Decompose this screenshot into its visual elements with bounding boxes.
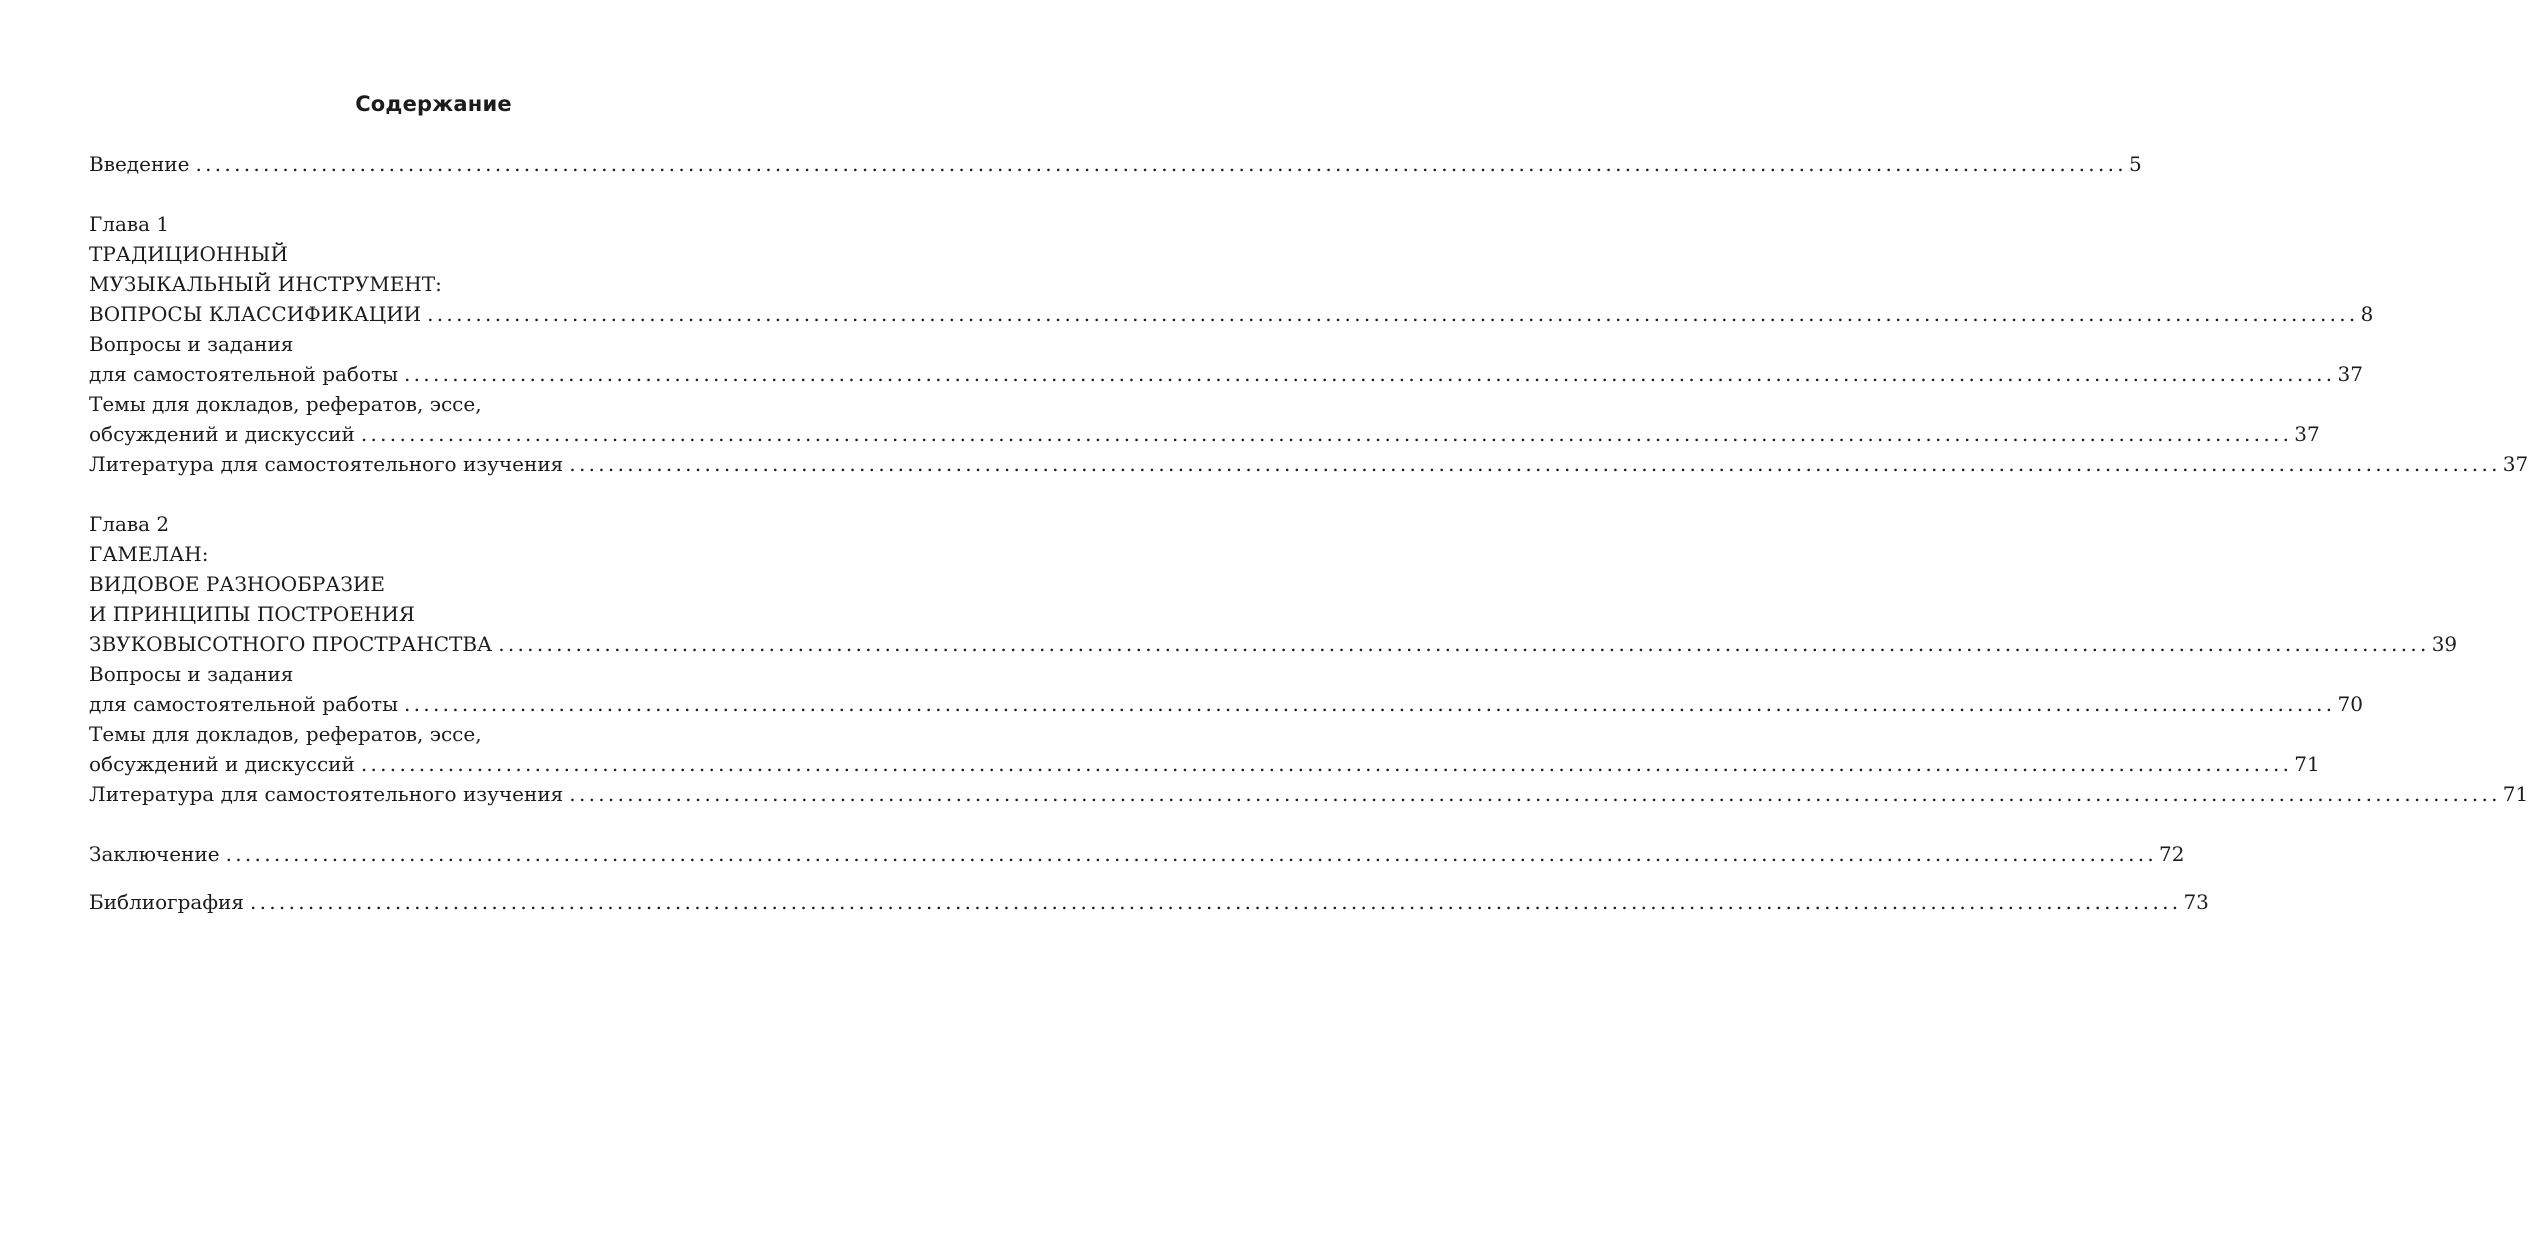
toc-entry-label: Библиография <box>89 890 244 914</box>
toc-entry-label: Заключение <box>89 842 220 866</box>
dot-leader: ........................................................................................................................................................................................................ <box>569 782 2501 806</box>
dot-leader: ........................................................................................................................................................................................................ <box>195 152 2127 176</box>
toc-entry-ch2-questions[interactable] <box>89 689 2363 719</box>
toc-page-number: 37 <box>2337 362 2363 386</box>
dot-leader: ........................................................................................................................................................................................................ <box>569 452 2501 476</box>
chapter-1-label: Глава 1 <box>89 212 170 236</box>
dot-leader: ........................................................................................................................................................................................................ <box>403 692 2336 716</box>
toc-entry-label: ЗВУКОВЫСОТНОГО ПРОСТРАНСТВА <box>89 632 493 656</box>
toc-entry-conclusion[interactable] <box>89 839 2185 869</box>
chapter-1-title-line: МУЗЫКАЛЬНЫЙ ИНСТРУМЕНТ: <box>89 272 442 296</box>
toc-page-number: 70 <box>2337 692 2363 716</box>
toc-entry-bibliography[interactable] <box>89 887 2209 917</box>
chapter-2-title-line: ВИДОВОЕ РАЗНООБРАЗИЕ <box>89 572 385 596</box>
chapter-1-title-line: ТРАДИЦИОННЫЙ <box>89 242 288 266</box>
dot-leader: ........................................................................................................................................................................................................ <box>225 842 2158 866</box>
toc-entry-label: обсуждений и дискуссий <box>89 752 355 776</box>
toc-entry-intro[interactable] <box>89 149 2142 179</box>
toc-entry-ch2-topics[interactable] <box>89 749 2320 779</box>
page-title: Содержание <box>355 92 512 116</box>
toc-entry-label: ВОПРОСЫ КЛАССИФИКАЦИИ <box>89 302 422 326</box>
toc-entry-chapter-1[interactable] <box>89 299 2374 329</box>
spacer <box>89 479 778 509</box>
toc-entry-ch2-literature[interactable] <box>89 779 2528 809</box>
toc-entry-ch1-questions-line1: Вопросы и задания <box>89 332 294 356</box>
toc-entry-label: Литература для самостоятельного изучения <box>89 452 564 476</box>
toc-entry-chapter-2[interactable] <box>89 629 2458 659</box>
dot-leader: ........................................................................................................................................................................................................ <box>360 752 2293 776</box>
toc-entry-ch1-literature[interactable] <box>89 449 2528 479</box>
toc-page-number: 37 <box>2502 452 2528 476</box>
toc-entry-label: обсуждений и дискуссий <box>89 422 355 446</box>
dot-leader: ........................................................................................................................................................................................................ <box>498 632 2430 656</box>
toc-page-number: 37 <box>2294 422 2320 446</box>
toc-page-number: 72 <box>2159 842 2185 866</box>
toc-entry-ch2-questions-line1: Вопросы и задания <box>89 662 294 686</box>
toc-entry-label: Введение <box>89 152 190 176</box>
toc-entry-label: Литература для самостоятельного изучения <box>89 782 564 806</box>
dot-leader: ........................................................................................................................................................................................................ <box>360 422 2293 446</box>
chapter-2-title-line: И ПРИНЦИПЫ ПОСТРОЕНИЯ <box>89 602 415 626</box>
toc-page-number: 8 <box>2360 302 2374 326</box>
toc-page-number: 5 <box>2128 152 2142 176</box>
dot-leader: ........................................................................................................................................................................................................ <box>427 302 2359 326</box>
dot-leader: ........................................................................................................................................................................................................ <box>249 890 2182 914</box>
toc-entry-label: для самостоятельной работы <box>89 692 398 716</box>
spacer <box>89 869 778 887</box>
chapter-2-title-line: ГАМЕЛАН: <box>89 542 209 566</box>
toc-page-number: 71 <box>2294 752 2320 776</box>
toc-entry-ch1-topics[interactable] <box>89 419 2320 449</box>
toc-entry-ch1-questions[interactable] <box>89 359 2363 389</box>
toc-entry-ch1-topics-line1: Темы для докладов, рефератов, эссе, <box>89 392 482 416</box>
dot-leader: ........................................................................................................................................................................................................ <box>403 362 2336 386</box>
spacer <box>89 179 778 209</box>
toc-page-number: 71 <box>2502 782 2528 806</box>
toc-entry-label: для самостоятельной работы <box>89 362 398 386</box>
toc-page-number: 39 <box>2431 632 2458 656</box>
toc-page-number: 73 <box>2183 890 2209 914</box>
table-of-contents <box>89 149 2528 917</box>
spacer <box>89 809 778 839</box>
toc-entry-ch2-topics-line1: Темы для докладов, рефератов, эссе, <box>89 722 482 746</box>
chapter-2-label: Глава 2 <box>89 512 170 536</box>
